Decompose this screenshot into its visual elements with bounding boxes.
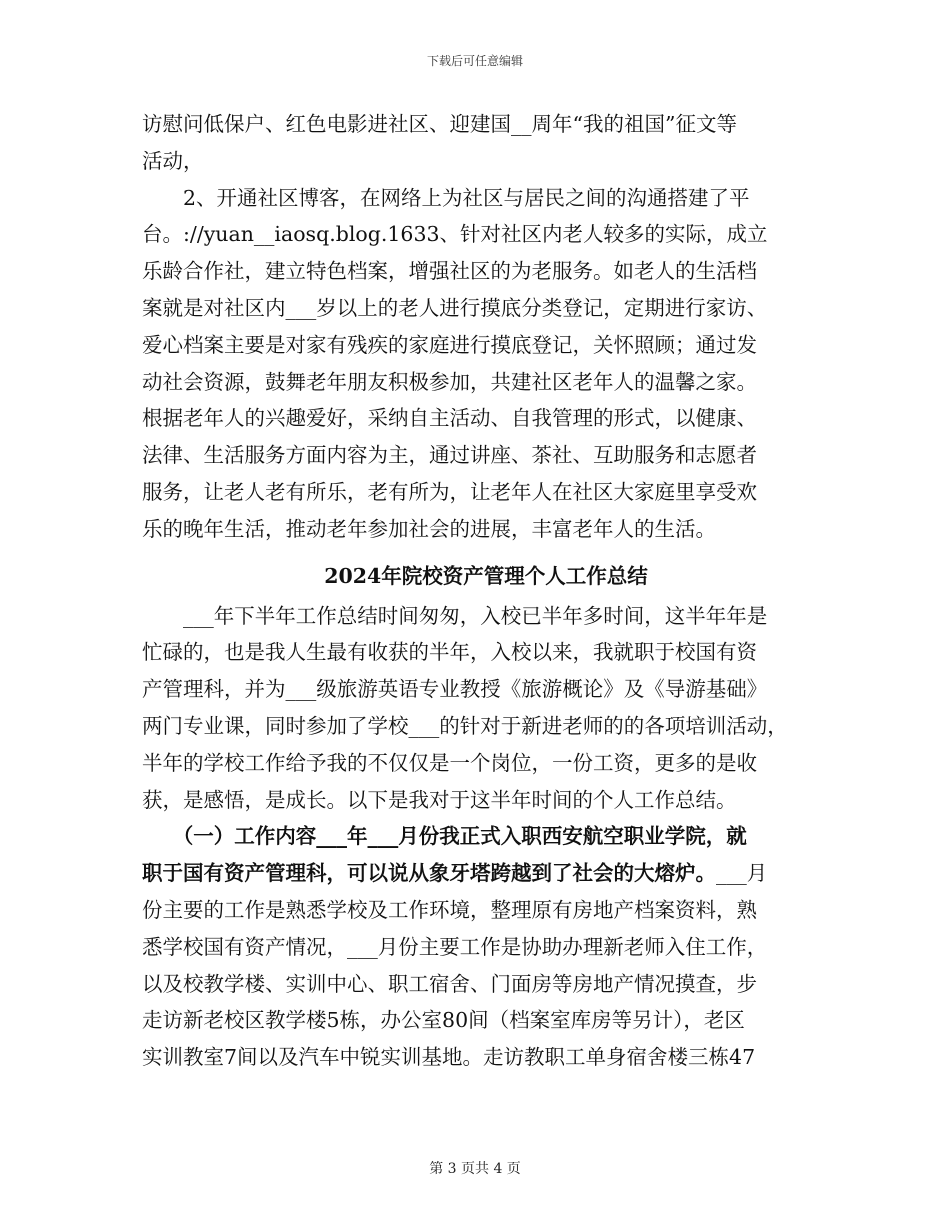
paragraph-line xyxy=(142,855,818,892)
paragraph-line: 法律、生活服务方面内容为主，通过讲座、茶社、互助服务和志愿者 xyxy=(142,443,757,468)
paragraph-line: 2、开通社区博客，在网络上为社区与居民之间的沟通搭建了平 xyxy=(142,185,750,210)
paragraph-line: 案就是对社区内___岁以上的老人进行摸底分类登记，定期进行家访、 xyxy=(142,295,768,320)
paragraph-line: 实训教室7间以及汽车中锐实训基地。走访教职工单身宿舍楼三栋47 xyxy=(142,1045,756,1070)
paragraph-line: 动社会资源，鼓舞老年朋友积极参加，共建社区老年人的温馨之家。 xyxy=(142,369,757,394)
paragraph-line: 以及校教学楼、实训中心、职工宿舍、门面房等房地产情况摸查，步 xyxy=(142,971,757,996)
paragraph-line: 台。://yuan__iaosq.blog.1633、针对社区内老人较多的实际，成立 xyxy=(142,222,768,247)
paragraph-line: 访慰问低保户、红色电影进社区、迎建国__周年“我的祖国”征文等 xyxy=(142,112,737,136)
document-body xyxy=(142,106,818,1076)
paragraph-line: 份主要的工作是熟悉学校及工作环境，整理原有房地产档案资料，熟 xyxy=(142,897,757,922)
page-footer: 第 3 页共 4 页 xyxy=(429,1161,521,1177)
paragraph-line: 走访新老校区教学楼5栋，办公室80间（档案室库房等另计），老区 xyxy=(142,1008,745,1033)
paragraph-line: 服务，让老人老有所乐，老有所为，让老年人在社区大家庭里享受欢 xyxy=(142,479,757,504)
paragraph-line: 半年的学校工作给予我的不仅仅是一个岗位，一份工资，更多的是收 xyxy=(142,750,757,775)
subheading-text: 职于国有资产管理科，可以说从象牙塔跨越到了社会的大熔炉。 xyxy=(142,861,716,886)
paragraph-line: 获，是感悟，是成长。以下是我对于这半年时间的个人工作总结。 xyxy=(142,787,737,812)
paragraph-line: 产管理科，并为___级旅游英语专业教授《旅游概论》及《导游基础》 xyxy=(142,677,768,702)
paragraph-line: 根据老年人的兴趣爱好，采纳自主活动、自我管理的形式，以健康、 xyxy=(142,406,757,431)
paragraph-line: 活动， xyxy=(142,148,204,173)
section-title: 2024年院校资产管理个人工作总结 xyxy=(324,563,648,588)
paragraph-line: 悉学校国有资产情况，___月份主要工作是协助办理新老师入住工作， xyxy=(142,934,768,959)
subheading-line: （一）工作内容___年___月份我正式入职西安航空职业学院，就 xyxy=(142,824,747,849)
paragraph-text: ___月 xyxy=(716,861,768,886)
paragraph-line: 爱心档案主要是对家有残疾的家庭进行摸底登记，关怀照顾；通过发 xyxy=(142,332,757,357)
paragraph-line: ___年下半年工作总结时间匆匆，入校已半年多时间，这半年年是 xyxy=(142,603,768,628)
page-header: 下载后可任意编辑 xyxy=(426,54,523,68)
paragraph-line: 忙碌的，也是我人生最有收获的半年，入校以来，我就职于校国有资 xyxy=(142,640,757,665)
paragraph-line: 两门专业课，同时参加了学校___的针对于新进老师的的各项培训活动， xyxy=(142,713,788,738)
paragraph-line: 乐龄合作社，建立特色档案，增强社区的为老服务。如老人的生活档 xyxy=(142,259,757,284)
paragraph-line: 乐的晚年生活，推动老年参加社会的进展，丰富老年人的生活。 xyxy=(142,516,716,541)
